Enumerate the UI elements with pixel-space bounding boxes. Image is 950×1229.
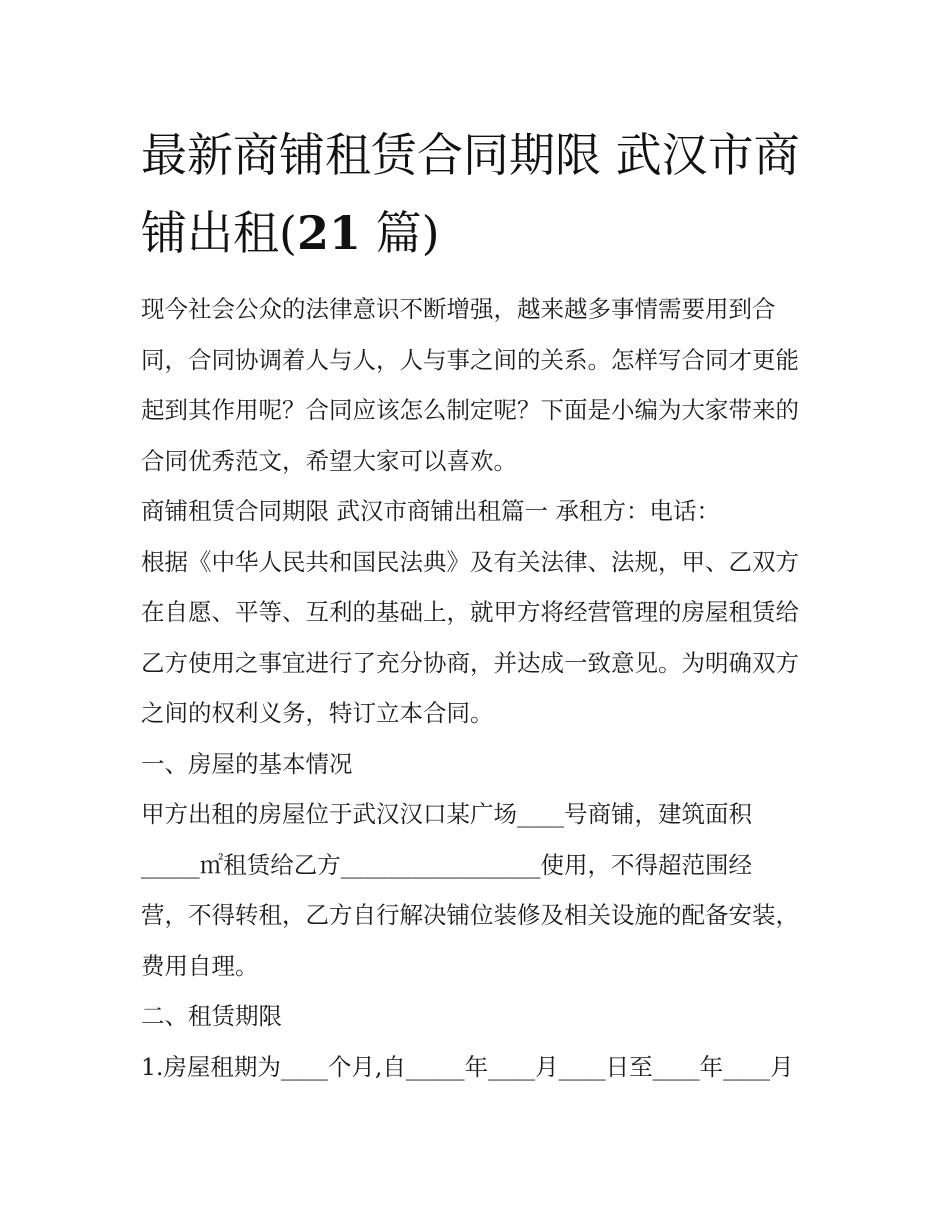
clause1-line2: _____㎡租赁给乙方_________________使用，不得超范围经 — [141, 850, 752, 879]
document-body — [141, 116, 821, 1092]
clause1-line1: 甲方出租的房屋位于武汉汉口某广场____号商铺，建筑面积 — [141, 800, 752, 828]
clause2-heading: 二、租赁期限 — [141, 1002, 282, 1030]
intro-paragraph: 现今社会公众的法律意识不断增强，越来越多事情需要用到合同，合同协调着人与人，人与事之间的关系。怎样写合同才更能起到其作用呢？合同应该怎么制定呢？下面是小编为大家带来的合同优秀范文，希望大家可以喜欢。 — [141, 295, 799, 475]
document-title — [141, 116, 821, 272]
title-number: 21 — [296, 206, 361, 260]
clause1-rest: 营，不得转租，乙方自行解决铺位装修及相关设施的配备安装，费用自理。 — [141, 901, 799, 980]
section-heading: 商铺租赁合同期限 武汉市商铺出租篇一 承租方：电话： — [141, 497, 720, 525]
clause1-heading: 一、房屋的基本情况 — [141, 749, 353, 778]
title-text-part1: 最新商铺租赁合同期限 武汉市商铺出租( — [141, 128, 800, 260]
title-text-part2: 篇) — [360, 206, 440, 260]
clause2-item1: 1.房屋租期为____个月,自_____年____月____日至____年____月 — [141, 1052, 794, 1081]
basis-paragraph: 根据《中华人民共和国民法典》及有关法律、法规，甲、乙双方在自愿、平等、互利的基础上，就甲方将经营管理的房屋租赁给乙方使用之事宜进行了充分协商，并达成一致意见。为明确双方之间的权利义务，特订立本合同。 — [141, 547, 799, 727]
